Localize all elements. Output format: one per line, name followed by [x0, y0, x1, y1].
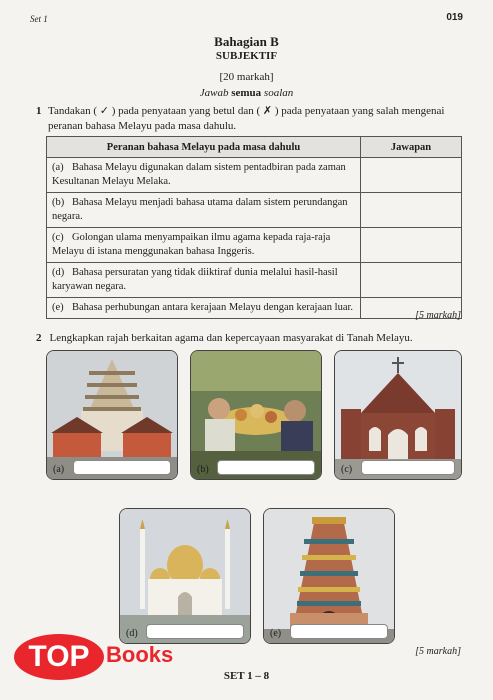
- table-row: [47, 298, 462, 319]
- question-number: 2: [36, 332, 42, 344]
- table-header: [47, 137, 462, 158]
- column-header: Jawapan: [361, 137, 462, 158]
- question-number: 1: [36, 105, 42, 117]
- statement-cell: (e) Bahasa perhubungan antara kerajaan Melayu dengan kerajaan luar.: [47, 298, 361, 319]
- photo-label: (a): [53, 464, 65, 475]
- section-instruction: Jawab semua soalan: [199, 87, 294, 99]
- column-header: Peranan bahasa Melayu pada masa dahulu: [47, 137, 361, 158]
- table-row: [47, 228, 462, 263]
- gopuram-photo: [264, 509, 394, 643]
- photo-label: (e): [270, 628, 282, 639]
- answer-table: [46, 136, 462, 319]
- photo-card-ceremony: [190, 350, 322, 480]
- answer-box[interactable]: [361, 460, 455, 475]
- answer-cell[interactable]: [361, 158, 462, 193]
- section-subtitle: SUBJEKTIF: [215, 50, 278, 62]
- answer-cell[interactable]: [361, 228, 462, 263]
- answer-box[interactable]: [73, 460, 171, 475]
- table-row: [47, 263, 462, 298]
- answer-cell[interactable]: [361, 193, 462, 228]
- statement-cell: (c) Golongan ulama menyampaikan ilmu agama kepada raja-raja Melayu di istana menggunakan bahasa Inggeris.: [47, 228, 361, 263]
- photo-card-mosque: [119, 508, 251, 644]
- question-1: [36, 104, 466, 132]
- set-label: Set 1: [30, 14, 48, 24]
- question-text: Tandakan ( ✓ ) pada penyataan yang betul dan ( ✗ ) pada penyataan yang salah mengenai peranan bahasa Melayu pada masa dahulu.: [48, 105, 445, 132]
- question-2: [36, 332, 413, 344]
- section-title: Bahagian B: [214, 34, 279, 49]
- statement-cell: (a) Bahasa Melayu digunakan dalam sistem pentadbiran pada zaman Kesultanan Melayu Melaka.: [47, 158, 361, 193]
- page-footer: SET 1 – 8: [223, 670, 270, 682]
- answer-cell[interactable]: [361, 263, 462, 298]
- page-code: 019: [446, 12, 463, 23]
- answer-box[interactable]: [290, 624, 388, 639]
- answer-box[interactable]: [217, 460, 315, 475]
- q2-marks: [5 markah]: [415, 646, 461, 657]
- logo-top-text: TOP: [14, 634, 104, 680]
- table-row: [47, 158, 462, 193]
- photo-card-gopuram: [263, 508, 395, 644]
- photo-label: (d): [126, 628, 138, 639]
- statement-cell: (b) Bahasa Melayu menjadi bahasa utama dalam sistem perundangan negara.: [47, 193, 361, 228]
- photo-card-temple: [46, 350, 178, 480]
- statement-cell: (d) Bahasa persuratan yang tidak diiktiraf dunia melalui hasil-hasil karyawan negara.: [47, 263, 361, 298]
- mosque-photo: [120, 509, 250, 643]
- question-text: Lengkapkan rajah berkaitan agama dan kepercayaan masyarakat di Tanah Melayu.: [49, 332, 413, 344]
- q1-marks: [5 markah]: [415, 310, 461, 321]
- logo-books-text: Books: [106, 642, 174, 667]
- photo-label: (c): [341, 464, 353, 475]
- table-row: [47, 193, 462, 228]
- section-marks: [20 markah]: [219, 71, 274, 83]
- photo-card-church: [334, 350, 462, 480]
- photo-label: (b): [197, 464, 209, 475]
